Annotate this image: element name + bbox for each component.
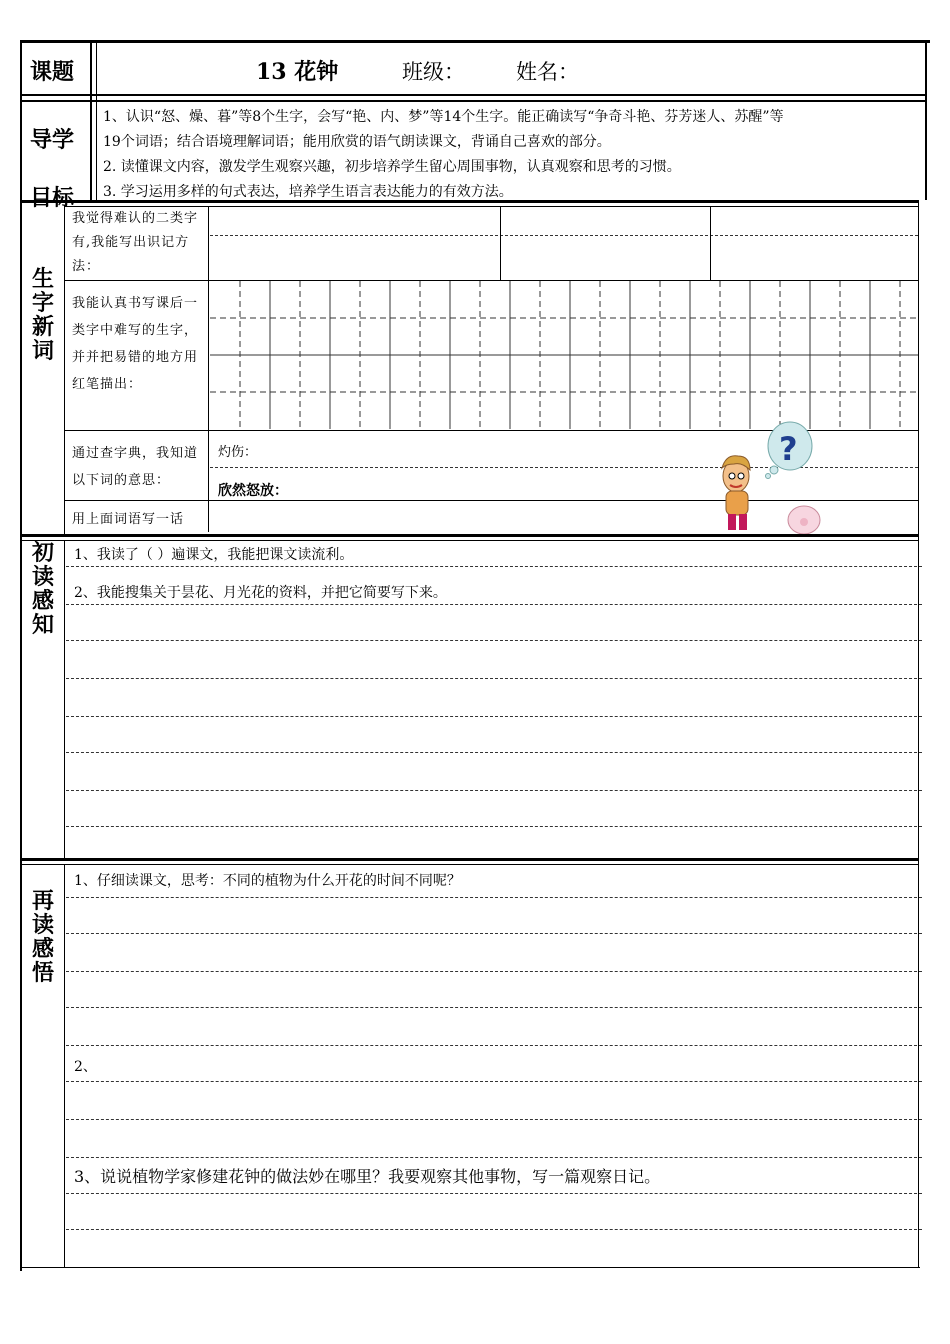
hard-to-recognize-prompt: 我觉得难认的二类字有,我能写出识记方法： <box>72 211 199 274</box>
dictionary-prompt: 通过查字典，我知道以下词的意思： <box>72 446 199 488</box>
first-reading-writing-line[interactable] <box>66 678 922 679</box>
word1-label: 灼伤： <box>218 445 258 460</box>
goals-label-line2: 目标 <box>30 186 75 211</box>
first-reading-q1: 1、我读了（ ）遍课文，我能把课文读流利。 <box>74 547 354 563</box>
topic-label: 课题 <box>30 60 75 85</box>
recognize-writing-line-1 <box>210 235 918 236</box>
svg-text:?: ? <box>779 430 798 468</box>
second-reading-writing-line[interactable] <box>66 1229 922 1230</box>
sentence-prompt: 用上面词语写一话 <box>72 512 185 527</box>
first-reading-writing-line[interactable] <box>66 790 922 791</box>
first-reading-top-rule-inner <box>22 540 918 541</box>
hard-to-write-prompt: 我能认真书写课后一类字中难写的生字，并并把易错的地方用红笔描出： <box>72 296 199 392</box>
second-reading-top-rule <box>22 858 918 861</box>
second-reading-top-rule-inner <box>22 864 918 865</box>
words-prompt-divider <box>208 206 209 532</box>
child-figure <box>722 456 750 530</box>
words-top-rule <box>22 200 918 203</box>
first-reading-divider <box>64 540 65 858</box>
first-reading-label: 初读感知 <box>31 541 54 638</box>
second-reading-q3: 3、说说植物学家修建花钟的做法妙在哪里？我要观察其他事物，写一篇观察日记。 <box>74 1167 661 1186</box>
second-reading-writing-line[interactable] <box>66 1045 922 1046</box>
question-mark-icon <box>766 422 813 479</box>
recognize-col-divider-1 <box>500 206 501 280</box>
character-grid[interactable] <box>210 281 918 429</box>
character-grid-lines <box>210 281 918 429</box>
first-reading-top-rule <box>22 534 918 537</box>
second-reading-writing-line[interactable] <box>66 1193 922 1194</box>
words-section-label: 生字新词 <box>31 267 54 364</box>
second-reading-q2: 2、 <box>74 1059 97 1075</box>
goals-label <box>30 112 74 228</box>
second-reading-writing-line[interactable] <box>66 1157 922 1158</box>
goals-text <box>103 105 923 205</box>
frame-right-border <box>925 40 927 200</box>
first-reading-writing-line[interactable] <box>66 566 922 567</box>
second-reading-writing-line[interactable] <box>66 1007 922 1008</box>
lesson-title: 13 花钟 <box>256 59 339 85</box>
goal-line-3: 2. 读懂课文内容，激发学生观察兴趣，初步培养学生留心周围事物，认真观察和思考的习惯。 <box>103 159 681 175</box>
name-label: 姓名： <box>516 60 579 84</box>
worksheet-bottom-rule <box>20 1267 920 1268</box>
first-reading-writing-line[interactable] <box>66 604 922 605</box>
goal-line-4: 3. 学习运用多样的句式表达，培养学生语言表达能力的有效方法。 <box>103 184 513 200</box>
second-reading-writing-line[interactable] <box>66 933 922 934</box>
header-divider <box>90 43 92 201</box>
second-reading-writing-line[interactable] <box>66 971 922 972</box>
thinking-child-illustration <box>712 418 822 534</box>
second-reading-writing-line[interactable] <box>66 1081 922 1082</box>
frame-right-border-lower <box>918 200 919 1268</box>
goal-line-1: 1、认识“怒、燥、暮”等8个生字，会写“艳、内、梦”等14个生字。能正确读写“争奇斗艳、芬芳迷人、苏醒”等 <box>103 109 784 125</box>
word2-label: 欣然怒放： <box>218 483 288 499</box>
pig-illustration <box>788 506 820 534</box>
first-reading-writing-line[interactable] <box>66 716 922 717</box>
goals-top-rule <box>22 100 926 102</box>
second-reading-writing-line[interactable] <box>66 1119 922 1120</box>
second-reading-q1: 1、仔细读课文，思考：不同的植物为什么开花的时间不同呢？ <box>74 873 461 889</box>
first-reading-writing-line[interactable] <box>66 640 922 641</box>
header-bottom-rule <box>22 94 926 96</box>
goals-label-line1: 导学 <box>30 128 75 153</box>
second-reading-divider <box>64 864 65 1268</box>
first-reading-writing-line[interactable] <box>66 752 922 753</box>
second-reading-label: 再读感悟 <box>31 889 54 986</box>
recognize-col-divider-2 <box>710 206 711 280</box>
words-section-divider <box>64 206 65 536</box>
second-reading-writing-line[interactable] <box>66 897 922 898</box>
goal-line-2: 19个词语；结合语境理解词语；能用欣赏的语气朗读课文，背诵自己喜欢的部分。 <box>103 134 611 150</box>
class-label: 班级： <box>402 60 465 84</box>
first-reading-writing-line[interactable] <box>66 826 922 827</box>
first-reading-q2: 2、我能搜集关于昙花、月光花的资料，并把它简要写下来。 <box>74 585 447 601</box>
header-divider-inner <box>96 43 97 201</box>
